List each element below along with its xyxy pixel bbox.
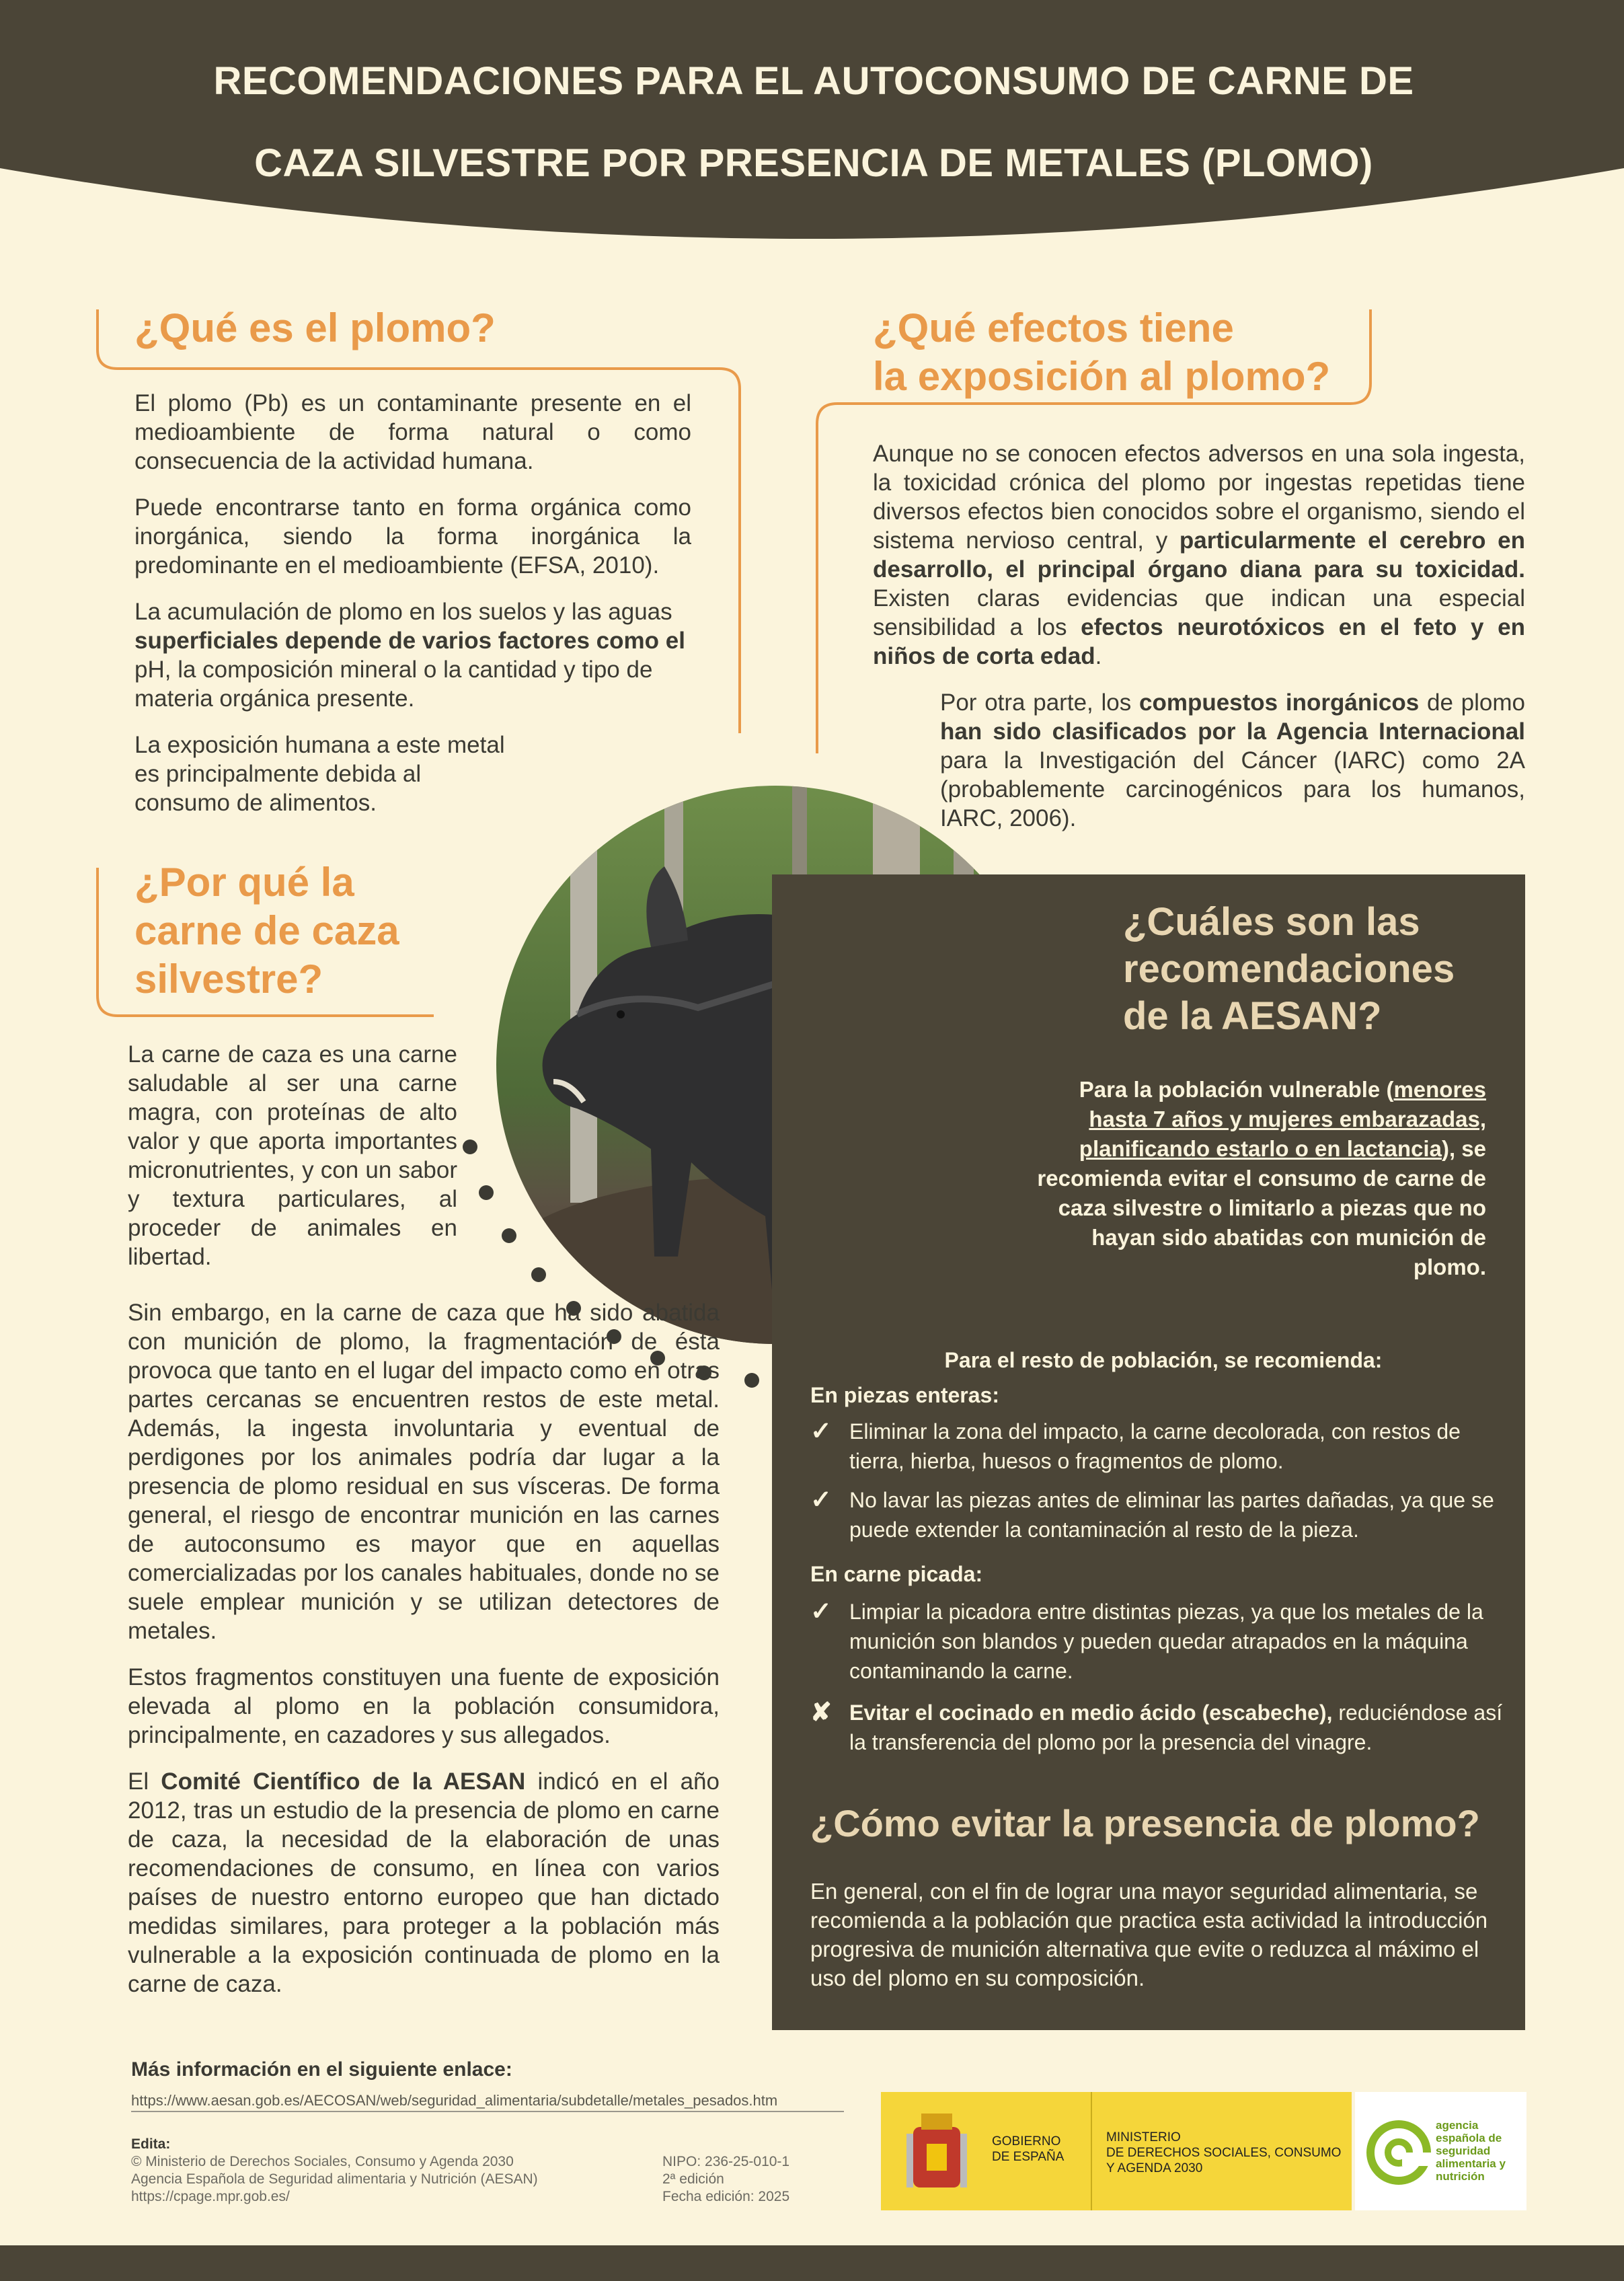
coat-of-arms-icon — [906, 2107, 967, 2196]
porque-p1: La carne de caza es una carne saludable al ser una carne magra, con proteínas de alto valor y que aporta importantes micronutrientes, y con un sabor y textura particulares, al proceder de animales en libertad. — [128, 1041, 457, 1270]
porque-text — [128, 1298, 720, 2016]
como-evitar-heading: ¿Cómo evitar la presencia de plomo? — [810, 1802, 1480, 1844]
vulnerable-text: Para la población vulnerable (menores hasta 7 años y mujeres embarazadas, planificando estarlo o en lactancia), se recomienda evitar el consumo de carne de caza silvestre o limitarlo a piezas que no hayan sido abatidas con munición de plomo. — [1037, 1077, 1486, 1279]
gobierno-text: GOBIERNO DE ESPAÑA — [992, 2134, 1065, 2164]
aesan-link[interactable]: https://www.aesan.gob.es/AECOSAN/web/seguridad_alimentaria/subdetalle/metales_pesados.htm — [131, 2092, 778, 2109]
title-line-1: RECOMENDACIONES PARA EL AUTOCONSUMO DE CARNE DE — [213, 59, 1414, 103]
efectos-p1: Aunque no se conocen efectos adversos en una sola ingesta, la toxicidad crónica del plomo por ingestas repetidas tiene diversos efectos bien conocidos sobre el organismo, siendo el sistema nervioso central, y particularmente el cerebro en desarrollo, el principal órgano diana para su toxicidad. Existen claras evidencias que indican una especial sensibilidad a los efectos neurotóxicos en el feto y en niños de corta edad. — [873, 441, 1526, 669]
que-es-p3: La acumulación de plomo en los suelos y las aguas superficiales depende de varios factores como el pH, la composición mineral o la cantidad y tipo de materia orgánica presente. — [134, 599, 685, 712]
evitar-item: ✘ Evitar el cocinado en medio ácido (escabeche), reduciéndose así la transferencia del plomo por la presencia del vinagre. — [810, 1698, 1503, 1754]
que-es-text — [134, 389, 691, 835]
gobierno-logo — [881, 2092, 1352, 2210]
porque-p4: El Comité Científico de la AESAN indicó en el año 2012, tras un estudio de la presencia de plomo en carne de caza, la necesidad de la elaboración de unas recomendaciones de consumo, en línea con varios países de nuestro entorno europeo que han dictado medidas similares, para proteger a la población más vulnerable a la exposición continuada de plomo en la carne de caza. — [128, 1768, 720, 1997]
decorative-dot — [744, 1373, 759, 1388]
efectos-heading: ¿Qué efectos tiene la exposición al plomo? — [873, 305, 1331, 399]
aesan-spiral-icon — [1365, 2119, 1432, 2186]
picada-item: ✓ Limpiar la picadora entre distintas piezas, ya que los metales de la munición son blandos y pueden quedar atrapados en la máquina contaminando la carne. — [810, 1598, 1483, 1683]
resto-intro: Para el resto de población, se recomienda: — [944, 1348, 1383, 1372]
aesan-text: agencia española de seguridad alimentaria y nutrición — [1436, 2119, 1506, 2183]
como-evitar-text: En general, con el fin de lograr una mayor seguridad alimentaria, se recomienda a la población que practica esta actividad la introducción progresiva de munición alternativa que evite o reduzca al máximo el uso del plomo en su composición. — [810, 1879, 1488, 1990]
decorative-dot — [479, 1185, 494, 1200]
mas-info-label: Más información en el siguiente enlace: — [131, 2058, 512, 2081]
decorative-dot — [531, 1267, 546, 1282]
enteras-label: En piezas enteras: — [810, 1383, 999, 1407]
recomendaciones-heading: ¿Cuáles son las recomendaciones de la AESAN? — [1123, 900, 1455, 1038]
enteras-item-1: ✓ Eliminar la zona del impacto, la carne decolorada, con restos de tierra, hierba, huesos o fragmentos de plomo. — [810, 1417, 1461, 1473]
que-es-p2: Puede encontrarse tanto en forma orgánica como inorgánica, siendo la forma inorgánica la predominante en el medioambiente (EFSA, 2010). — [134, 494, 691, 578]
ministerio-text: MINISTERIO DE DERECHOS SOCIALES, CONSUMO Y AGENDA 2030 — [1106, 2130, 1342, 2175]
efectos-p2: Por otra parte, los compuestos inorgánicos de plomo han sido clasificados por la Agencia Internacional para la Investigación del Cáncer (IARC) como 2A (probablemente carcinogénicos para los humanos, IARC, 2006). — [940, 689, 1525, 831]
resto-section — [810, 1345, 1516, 1766]
que-es-p1: El plomo (Pb) es un contaminante presente en el medioambiente de forma natural o como consecuencia de la actividad humana. — [134, 390, 691, 474]
que-es-heading: ¿Qué es el plomo? — [134, 305, 496, 350]
porque-heading: ¿Por qué la carne de caza silvestre? — [134, 860, 399, 1002]
title-line-2: CAZA SILVESTRE POR PRESENCIA DE METALES (PLOMO) — [254, 141, 1373, 185]
footer-bar — [0, 2245, 1624, 2281]
picada-label: En carne picada: — [810, 1562, 983, 1586]
enteras-item-2: ✓ No lavar las piezas antes de eliminar las partes dañadas, ya que se puede extender la contaminación al resto de la pieza. — [810, 1486, 1494, 1542]
aesan-logo — [1355, 2092, 1526, 2210]
porque-p3: Estos fragmentos constituyen una fuente de exposición elevada al plomo en la población consumidora, principalmente, en cazadores y sus allegados. — [128, 1664, 720, 1748]
que-es-p4: La exposición humana a este metal es principalmente debida al consumo de alimentos. — [134, 732, 505, 816]
footer-divider — [131, 2111, 844, 2112]
efectos-text — [873, 439, 1525, 850]
logo-divider — [1091, 2092, 1092, 2210]
edita-block: Edita: © Ministerio de Derechos Sociales, Consumo y Agenda 2030 Agencia Española de Seguridad alimentaria y Nutrición (AESAN) https://cpage.mpr.gob.es/ — [131, 2136, 538, 2204]
decorative-dot — [463, 1139, 477, 1154]
nipo-block: NIPO: 236-25-010-1 2ª edición Fecha edición: 2025 — [662, 2154, 790, 2204]
porque-p2: Sin embargo, en la carne de caza que ha sido abatida con munición de plomo, la fragmentación de ésta provoca que tanto en el lugar del impacto como en otras partes cercanas se encuentren restos de este metal. Además, la ingesta involuntaria y eventual de perdigones por los animales podría dar lugar a la presencia de plomo residual en sus vísceras. De forma general, el riesgo de encontrar munición en las carnes de autoconsumo es mayor que en aquellas comercializadas por los canales habituales, donde no se suele emplear munición y se utilizan detectores de metales. — [128, 1300, 720, 1644]
